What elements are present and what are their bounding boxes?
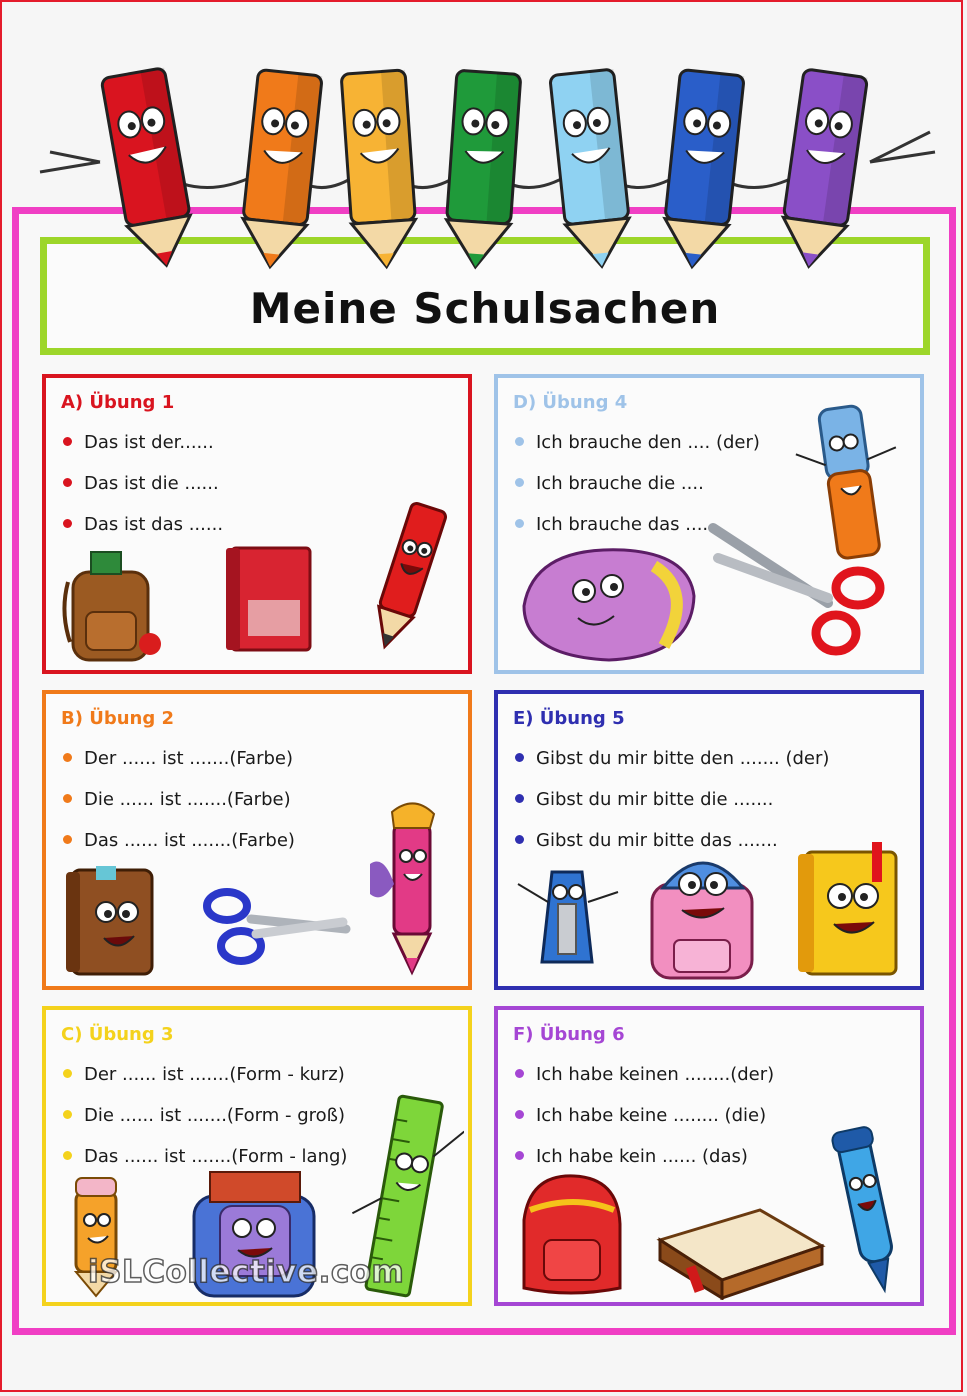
list-item: Der ...... ist .......(Farbe) xyxy=(63,748,293,769)
bullet-icon xyxy=(515,1069,524,1078)
card-uebung-5 xyxy=(494,690,924,990)
card-heading: D) Übung 4 xyxy=(513,392,628,413)
bullet-icon xyxy=(63,835,72,844)
card-uebung-6 xyxy=(494,1006,924,1306)
list-item: Das ...... ist .......(Form - lang) xyxy=(63,1146,347,1167)
pencil-character xyxy=(238,69,322,270)
card-heading: C) Übung 3 xyxy=(61,1024,174,1045)
pencil-characters-banner xyxy=(30,62,940,277)
backpack-icon xyxy=(58,542,168,667)
pencil-character xyxy=(660,69,744,270)
bullet-icon xyxy=(63,794,72,803)
card-uebung-1 xyxy=(42,374,472,674)
bullet-icon xyxy=(63,1110,72,1119)
book-icon xyxy=(222,540,317,658)
bullet-icon xyxy=(515,1110,524,1119)
list-item: Gibst du mir bitte den ....... (der) xyxy=(515,748,829,769)
list-item: Der ...... ist .......(Form - kurz) xyxy=(63,1064,345,1085)
bullet-icon xyxy=(63,753,72,762)
pencil-character xyxy=(443,70,520,269)
card-heading: E) Übung 5 xyxy=(513,708,625,729)
list-item: Ich brauche das .... xyxy=(515,514,708,535)
pencil-character xyxy=(101,68,198,271)
list-item: Ich brauche den .... (der) xyxy=(515,432,760,453)
sharpener-icon xyxy=(510,862,625,974)
bullet-icon xyxy=(63,478,72,487)
list-item: Das ist der...... xyxy=(63,432,214,453)
bullet-icon xyxy=(515,753,524,762)
bullet-icon xyxy=(63,437,72,446)
bullet-icon xyxy=(515,1151,524,1160)
card-heading: F) Übung 6 xyxy=(513,1024,625,1045)
bullet-icon xyxy=(63,1151,72,1160)
list-item: Die ...... ist .......(Farbe) xyxy=(63,789,291,810)
scissors-icon xyxy=(201,884,351,979)
bullet-icon xyxy=(63,519,72,528)
bullet-icon xyxy=(515,519,524,528)
list-item: Gibst du mir bitte das ....... xyxy=(515,830,778,851)
scissors-icon xyxy=(708,518,893,668)
list-item: Das ist das ...... xyxy=(63,514,223,535)
bullet-icon xyxy=(63,1069,72,1078)
pencil-case-icon xyxy=(514,536,704,666)
card-heading: A) Übung 1 xyxy=(61,392,175,413)
list-item: Ich habe keine ........ (die) xyxy=(515,1105,766,1126)
book-icon xyxy=(650,1200,830,1300)
pencil-icon xyxy=(40,68,935,271)
bullet-icon xyxy=(515,437,524,446)
list-item: Ich habe keinen ........(der) xyxy=(515,1064,774,1085)
list-item: Ich habe kein ...... (das) xyxy=(515,1146,748,1167)
bullet-icon xyxy=(515,835,524,844)
list-item: Das ist die ...... xyxy=(63,473,219,494)
watermark: iSLCollective.com xyxy=(88,1254,405,1290)
bullet-icon xyxy=(515,794,524,803)
pencil-icon xyxy=(368,490,448,660)
pencil-character xyxy=(777,69,868,271)
book-icon xyxy=(62,862,162,980)
bullet-icon xyxy=(515,478,524,487)
list-item: Das ...... ist .......(Farbe) xyxy=(63,830,295,851)
pencil-icon xyxy=(364,794,454,984)
list-item: Die ...... ist .......(Form - groß) xyxy=(63,1105,345,1126)
book-icon xyxy=(794,840,909,980)
card-heading: B) Übung 2 xyxy=(61,708,175,729)
card-uebung-2 xyxy=(42,690,472,990)
pencil-character xyxy=(341,70,418,269)
backpack-icon xyxy=(638,844,768,984)
list-item: Gibst du mir bitte die ....... xyxy=(515,789,773,810)
card-uebung-4 xyxy=(494,374,924,674)
pen-icon xyxy=(828,1122,908,1302)
backpack-icon xyxy=(510,1170,630,1300)
pencil-character xyxy=(550,69,634,270)
page-title: Meine Schulsachen xyxy=(249,284,721,333)
list-item: Ich brauche die .... xyxy=(515,473,704,494)
